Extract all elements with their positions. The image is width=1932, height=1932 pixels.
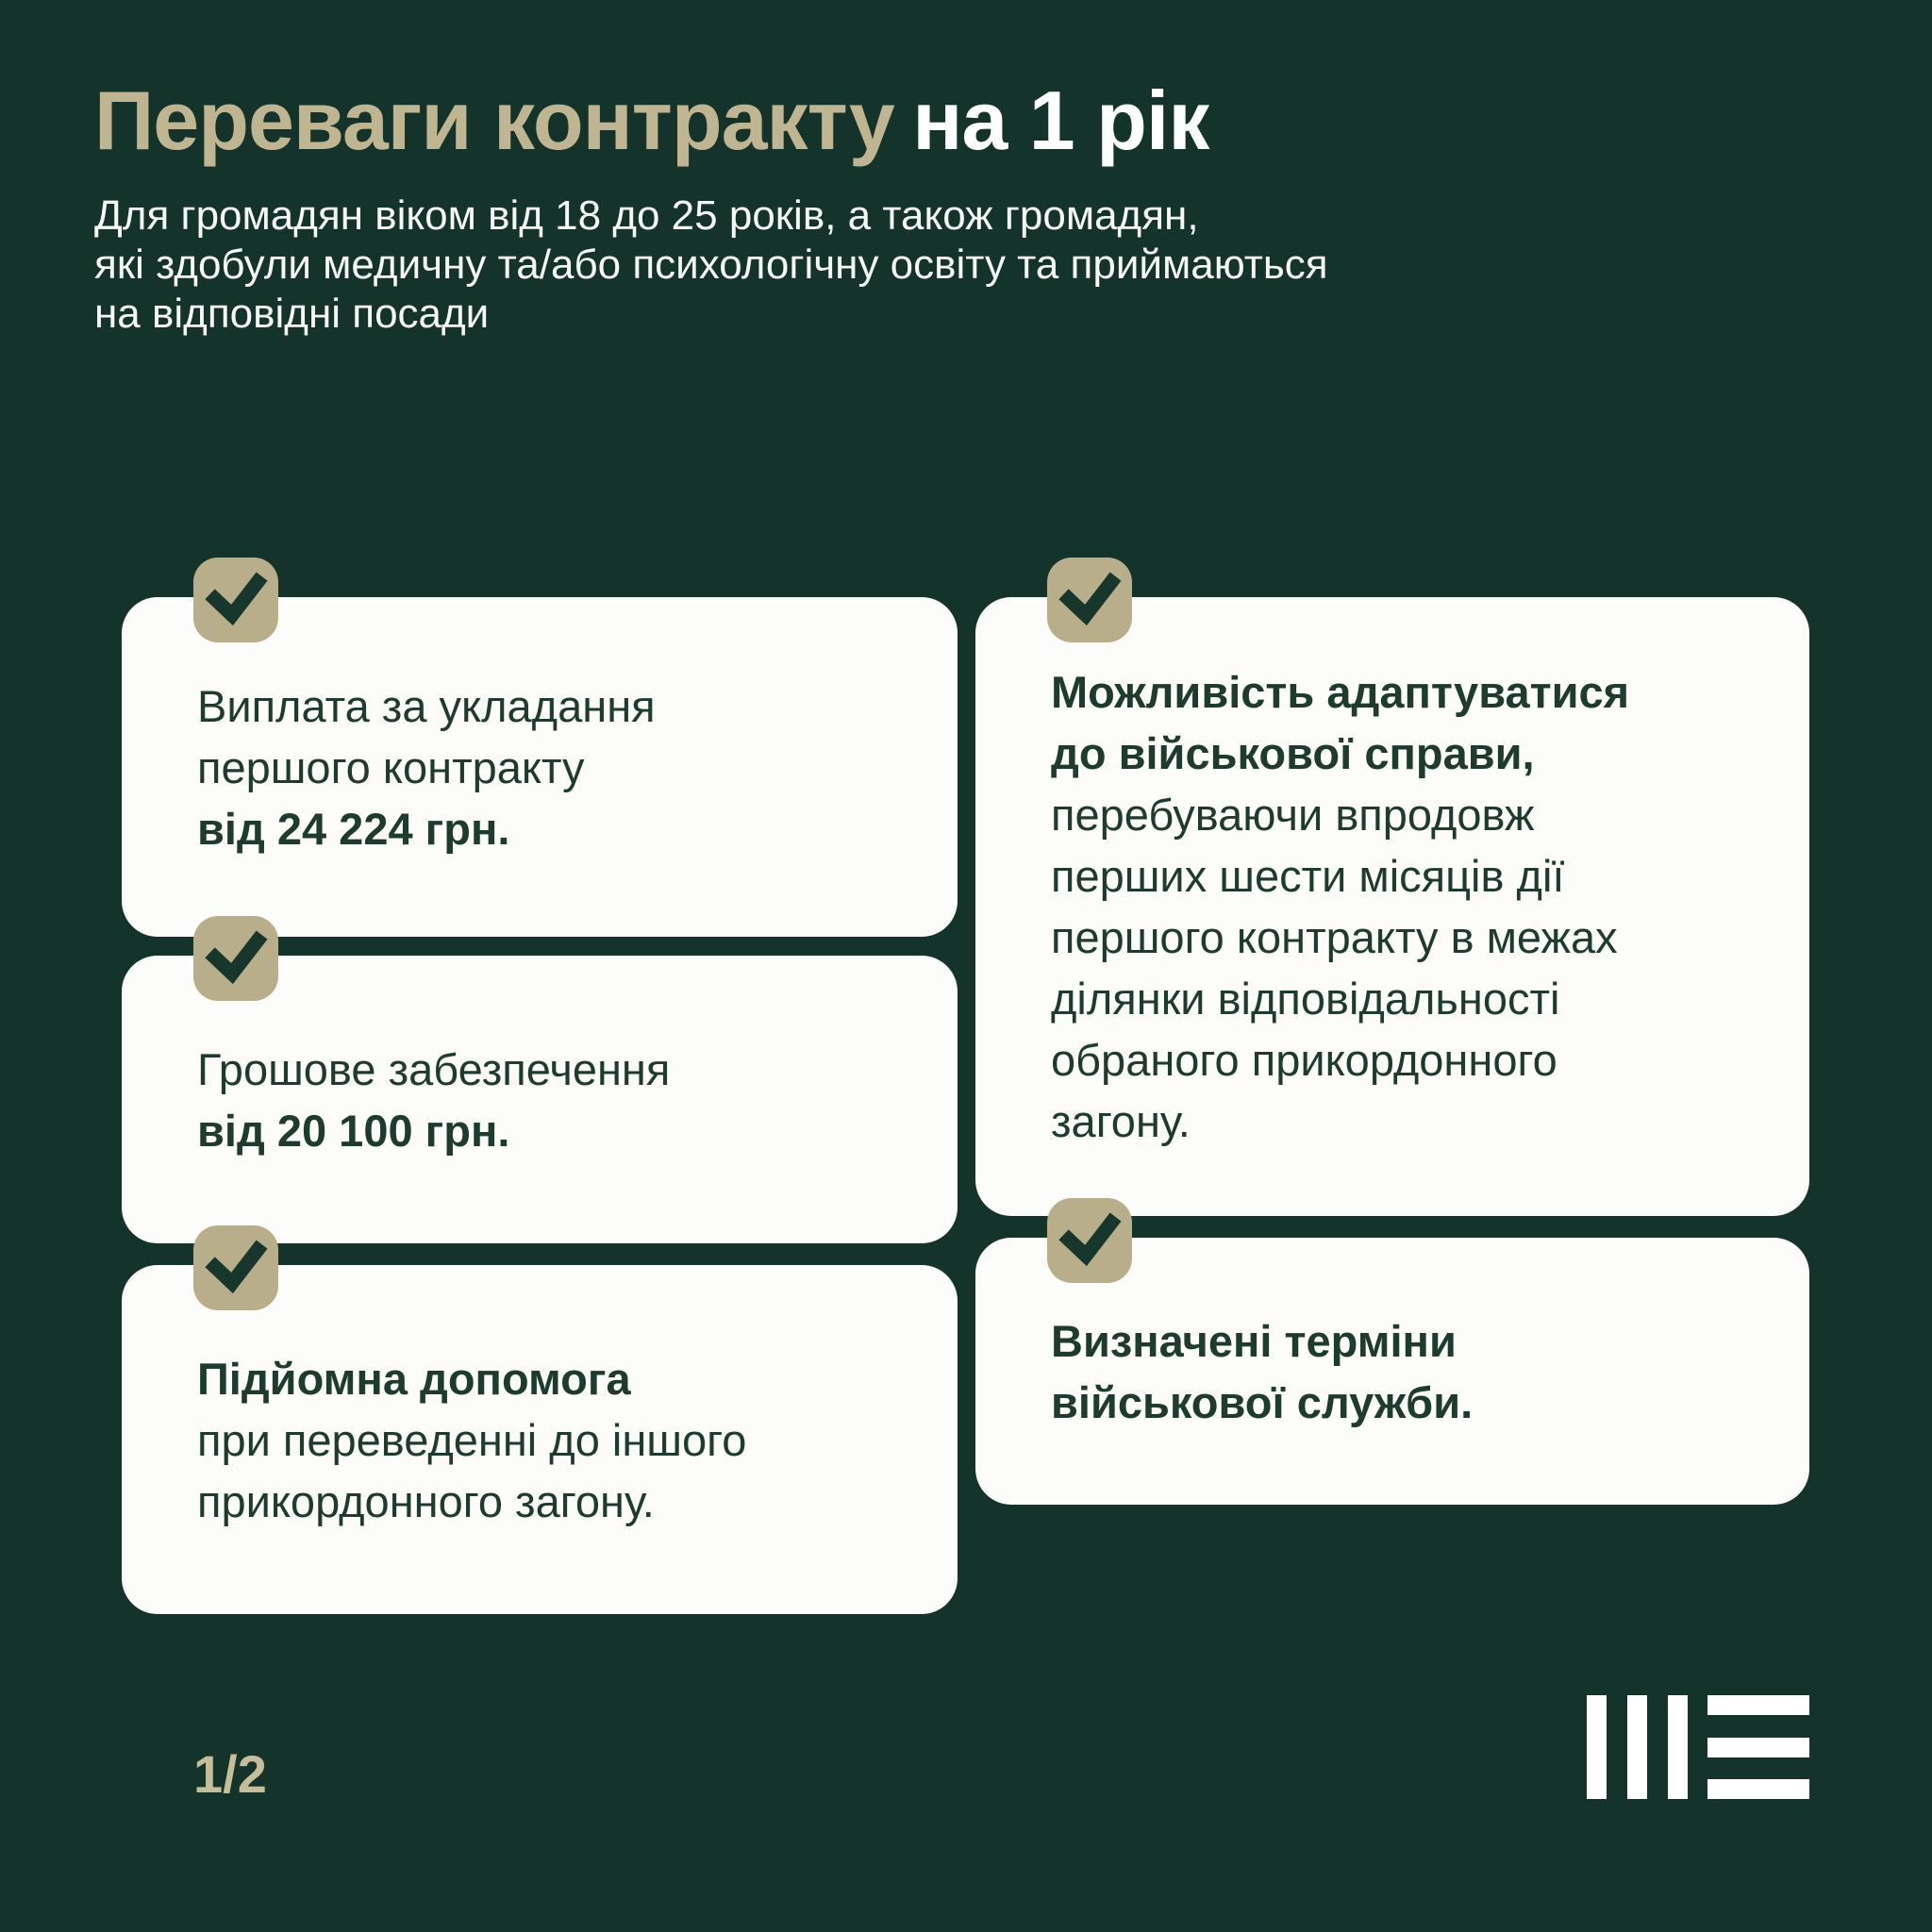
card-line: Грошове забезпечення (197, 1043, 671, 1094)
we-logo-icon (1587, 1695, 1809, 1799)
benefit-card-adaptation (975, 597, 1809, 1216)
card-line-amount: від 20 100 грн. (197, 1105, 510, 1156)
card-text (122, 1348, 784, 1532)
checkmark-badge (193, 1225, 278, 1310)
card-line: першого контракту в межах (1051, 912, 1618, 962)
card-line: першого контракту (197, 741, 585, 792)
card-line: перших шести місяців дії (1051, 851, 1565, 901)
card-line: Визначені терміни (1051, 1315, 1457, 1366)
checkmark-icon (1047, 1198, 1132, 1283)
checkmark-badge (1047, 1198, 1132, 1283)
card-line: загону. (1051, 1096, 1191, 1146)
page-title (94, 75, 1849, 167)
card-line: обраного прикордонного (1051, 1035, 1557, 1085)
card-line: до військової справи, (1051, 728, 1535, 778)
card-text (975, 1310, 1510, 1433)
benefit-card-first-contract-payment (122, 597, 958, 937)
subtitle-line: на відповідні посади (94, 290, 490, 337)
card-line: прикордонного загону. (197, 1475, 655, 1526)
checkmark-badge (193, 558, 278, 642)
logo-vertical-bar (1627, 1695, 1647, 1799)
checkmark-badge (193, 916, 278, 1001)
logo-vertical-bar (1668, 1695, 1688, 1799)
card-line: Можливість адаптуватися (1051, 667, 1630, 717)
card-line-amount: від 24 224 грн. (197, 803, 510, 854)
checkmark-icon (193, 916, 278, 1001)
page-indicator: 1/2 (193, 1744, 267, 1804)
checkmark-icon (193, 1225, 278, 1310)
header (94, 75, 1849, 339)
subtitle (94, 192, 1849, 339)
title-rest: на 1 рік (912, 74, 1209, 167)
benefit-card-service-terms (975, 1238, 1809, 1505)
card-line: при переведенні до іншого (197, 1414, 747, 1465)
card-text (975, 661, 1667, 1152)
title-highlight: Переваги контракту (94, 74, 894, 167)
card-line: Виплата за укладання (197, 680, 656, 731)
card-line: Підйомна допомога (197, 1353, 631, 1404)
card-line: військової служби. (1051, 1376, 1474, 1427)
benefit-card-relocation-allowance (122, 1265, 958, 1614)
card-line: ділянки відповідальності (1051, 974, 1560, 1024)
logo-horizontal-bar (1707, 1695, 1809, 1715)
card-text (122, 675, 693, 859)
benefit-card-monetary-support (122, 956, 958, 1243)
checkmark-icon (193, 558, 278, 642)
card-text (122, 1039, 708, 1161)
card-line: перебуваючи впродовж (1051, 790, 1535, 840)
subtitle-line: які здобули медичну та/або психологічну освіту та приймаються (94, 241, 1328, 288)
logo-horizontal-bar (1707, 1738, 1809, 1757)
logo-vertical-bar (1587, 1695, 1607, 1799)
logo-horizontal-bar (1707, 1779, 1809, 1799)
checkmark-badge (1047, 558, 1132, 642)
checkmark-icon (1047, 558, 1132, 642)
subtitle-line: Для громадян віком від 18 до 25 років, а також громадян, (94, 192, 1199, 239)
